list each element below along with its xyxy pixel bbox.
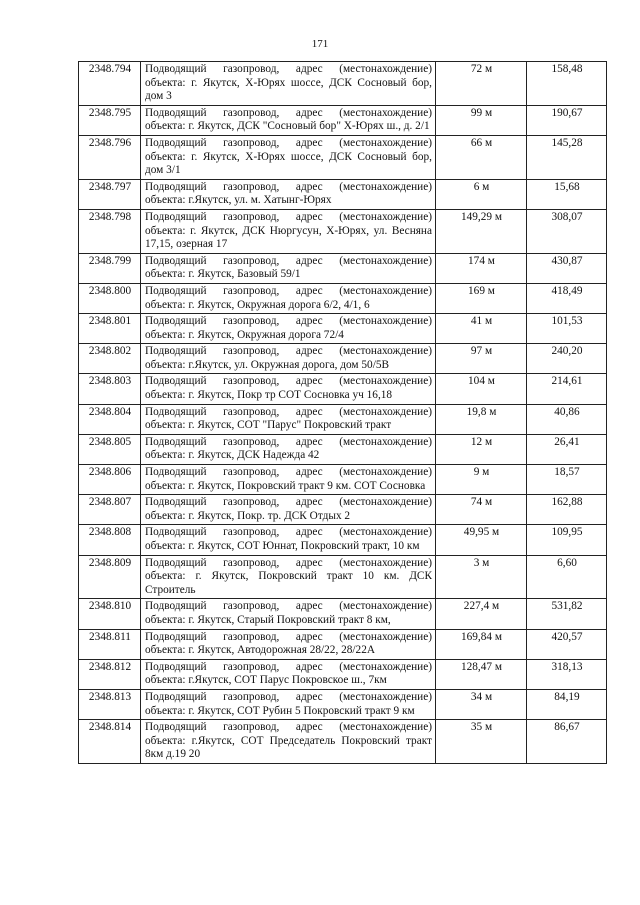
- cell-id: 2348.809: [79, 555, 141, 599]
- cell-description: Подводящий газопровод, адрес (местонахождение) объекта: г. Якутск, Старый Покровский тракт 8 км,: [141, 599, 436, 629]
- cell-id: 2348.801: [79, 314, 141, 344]
- cell-id: 2348.805: [79, 434, 141, 464]
- cell-value: 40,86: [527, 404, 607, 434]
- cell-description: Подводящий газопровод, адрес (местонахождение) объекта: г. Якутск, ДСК "Сосновый бор" Х-Юрях ш., д. 2/1: [141, 105, 436, 135]
- cell-length: 104 м: [436, 374, 527, 404]
- cell-description: Подводящий газопровод, адрес (местонахождение) объекта: г. Якутск, Окружная дорога 72/4: [141, 314, 436, 344]
- cell-value: 101,53: [527, 314, 607, 344]
- table-row: [79, 659, 607, 689]
- cell-id: 2348.800: [79, 283, 141, 313]
- cell-id: 2348.808: [79, 525, 141, 555]
- cell-id: 2348.806: [79, 465, 141, 495]
- table-row: [79, 179, 607, 209]
- cell-id: 2348.797: [79, 179, 141, 209]
- cell-description: Подводящий газопровод, адрес (местонахождение) объекта: г. Якутск, СОТ "Парус" Покровский тракт: [141, 404, 436, 434]
- cell-length: 49,95 м: [436, 525, 527, 555]
- table-row: [79, 495, 607, 525]
- cell-value: 84,19: [527, 689, 607, 719]
- cell-value: 308,07: [527, 209, 607, 253]
- cell-id: 2348.796: [79, 135, 141, 179]
- table-row: [79, 209, 607, 253]
- cell-id: 2348.802: [79, 344, 141, 374]
- cell-length: 74 м: [436, 495, 527, 525]
- table-row: [79, 314, 607, 344]
- cell-id: 2348.810: [79, 599, 141, 629]
- cell-description: Подводящий газопровод, адрес (местонахождение) объекта: г. Якутск, Покр тр СОТ Сосновка уч 16,18: [141, 374, 436, 404]
- cell-value: 531,82: [527, 599, 607, 629]
- cell-length: 169 м: [436, 283, 527, 313]
- table-row: [79, 404, 607, 434]
- cell-value: 18,57: [527, 465, 607, 495]
- cell-description: Подводящий газопровод, адрес (местонахождение) объекта: г. Якутск, СОТ Юннат, Покровский тракт, 10 км: [141, 525, 436, 555]
- cell-value: 240,20: [527, 344, 607, 374]
- cell-length: 72 м: [436, 62, 527, 106]
- cell-value: 145,28: [527, 135, 607, 179]
- table-row: [79, 62, 607, 106]
- table-row: [79, 629, 607, 659]
- cell-length: 9 м: [436, 465, 527, 495]
- table-row: [79, 374, 607, 404]
- cell-length: 35 м: [436, 720, 527, 764]
- cell-length: 128,47 м: [436, 659, 527, 689]
- cell-description: Подводящий газопровод, адрес (местонахождение) объекта: г. Якутск, ДСК Надежда 42: [141, 434, 436, 464]
- cell-id: 2348.813: [79, 689, 141, 719]
- cell-description: Подводящий газопровод, адрес (местонахождение) объекта: г. Якутск, Х-Юрях шоссе, ДСК Сосновый бор, дом 3: [141, 62, 436, 106]
- cell-length: 99 м: [436, 105, 527, 135]
- cell-id: 2348.794: [79, 62, 141, 106]
- page-number: 171: [311, 38, 329, 50]
- cell-description: Подводящий газопровод, адрес (местонахождение) объекта: г. Якутск, Автодорожная 28/22, 28/22А: [141, 629, 436, 659]
- cell-description: Подводящий газопровод, адрес (местонахождение) объекта: г. Якутск, Х-Юрях шоссе, ДСК Сосновый бор, дом 3/1: [141, 135, 436, 179]
- cell-length: 169,84 м: [436, 629, 527, 659]
- cell-value: 15,68: [527, 179, 607, 209]
- cell-length: 66 м: [436, 135, 527, 179]
- cell-description: Подводящий газопровод, адрес (местонахождение) объекта: г.Якутск, СОТ Парус Покровское ш., 7км: [141, 659, 436, 689]
- table-row: [79, 689, 607, 719]
- cell-length: 149,29 м: [436, 209, 527, 253]
- cell-value: 6,60: [527, 555, 607, 599]
- cell-length: 227,4 м: [436, 599, 527, 629]
- cell-length: 41 м: [436, 314, 527, 344]
- cell-id: 2348.807: [79, 495, 141, 525]
- cell-length: 12 м: [436, 434, 527, 464]
- cell-length: 34 м: [436, 689, 527, 719]
- cell-description: Подводящий газопровод, адрес (местонахождение) объекта: г. Якутск, Покровский тракт 10 км. ДСК Строитель: [141, 555, 436, 599]
- cell-description: Подводящий газопровод, адрес (местонахождение) объекта: г. Якутск, СОТ Рубин 5 Покровский тракт 9 км: [141, 689, 436, 719]
- cell-length: 97 м: [436, 344, 527, 374]
- cell-value: 214,61: [527, 374, 607, 404]
- cell-id: 2348.811: [79, 629, 141, 659]
- cell-id: 2348.795: [79, 105, 141, 135]
- table-row: [79, 253, 607, 283]
- table-row: [79, 599, 607, 629]
- cell-description: Подводящий газопровод, адрес (местонахождение) объекта: г.Якутск, СОТ Председатель Покровский тракт 8км д.19 20: [141, 720, 436, 764]
- table-row: [79, 555, 607, 599]
- cell-value: 430,87: [527, 253, 607, 283]
- cell-value: 420,57: [527, 629, 607, 659]
- cell-description: Подводящий газопровод, адрес (местонахождение) объекта: г. Якутск, ДСК Нюргусун, Х-Юрях, ул. Весняна 17,15, озерная 17: [141, 209, 436, 253]
- table-row: [79, 465, 607, 495]
- cell-value: 162,88: [527, 495, 607, 525]
- cell-id: 2348.814: [79, 720, 141, 764]
- table-row: [79, 105, 607, 135]
- cell-id: 2348.798: [79, 209, 141, 253]
- cell-length: 3 м: [436, 555, 527, 599]
- registry-table: [78, 61, 607, 764]
- cell-id: 2348.812: [79, 659, 141, 689]
- table-row: [79, 135, 607, 179]
- cell-value: 109,95: [527, 525, 607, 555]
- cell-value: 190,67: [527, 105, 607, 135]
- table-row: [79, 434, 607, 464]
- table-row: [79, 720, 607, 764]
- cell-description: Подводящий газопровод, адрес (местонахождение) объекта: г. Якутск, Базовый 59/1: [141, 253, 436, 283]
- cell-value: 318,13: [527, 659, 607, 689]
- cell-description: Подводящий газопровод, адрес (местонахождение) объекта: г. Якутск, Окружная дорога 6/2, 4/1, 6: [141, 283, 436, 313]
- cell-value: 26,41: [527, 434, 607, 464]
- cell-id: 2348.799: [79, 253, 141, 283]
- table-row: [79, 283, 607, 313]
- cell-description: Подводящий газопровод, адрес (местонахождение) объекта: г.Якутск, ул. Окружная дорога, дом 50/5В: [141, 344, 436, 374]
- cell-length: 6 м: [436, 179, 527, 209]
- table-row: [79, 344, 607, 374]
- cell-description: Подводящий газопровод, адрес (местонахождение) объекта: г. Якутск, Покр. тр. ДСК Отдых 2: [141, 495, 436, 525]
- cell-value: 158,48: [527, 62, 607, 106]
- cell-value: 418,49: [527, 283, 607, 313]
- cell-description: Подводящий газопровод, адрес (местонахождение) объекта: г.Якутск, ул. м. Хатынг-Юрях: [141, 179, 436, 209]
- table-row: [79, 525, 607, 555]
- cell-id: 2348.803: [79, 374, 141, 404]
- cell-value: 86,67: [527, 720, 607, 764]
- cell-length: 19,8 м: [436, 404, 527, 434]
- cell-description: Подводящий газопровод, адрес (местонахождение) объекта: г. Якутск, Покровский тракт 9 км. СОТ Сосновка: [141, 465, 436, 495]
- cell-length: 174 м: [436, 253, 527, 283]
- cell-id: 2348.804: [79, 404, 141, 434]
- registry-table-body: [79, 62, 607, 764]
